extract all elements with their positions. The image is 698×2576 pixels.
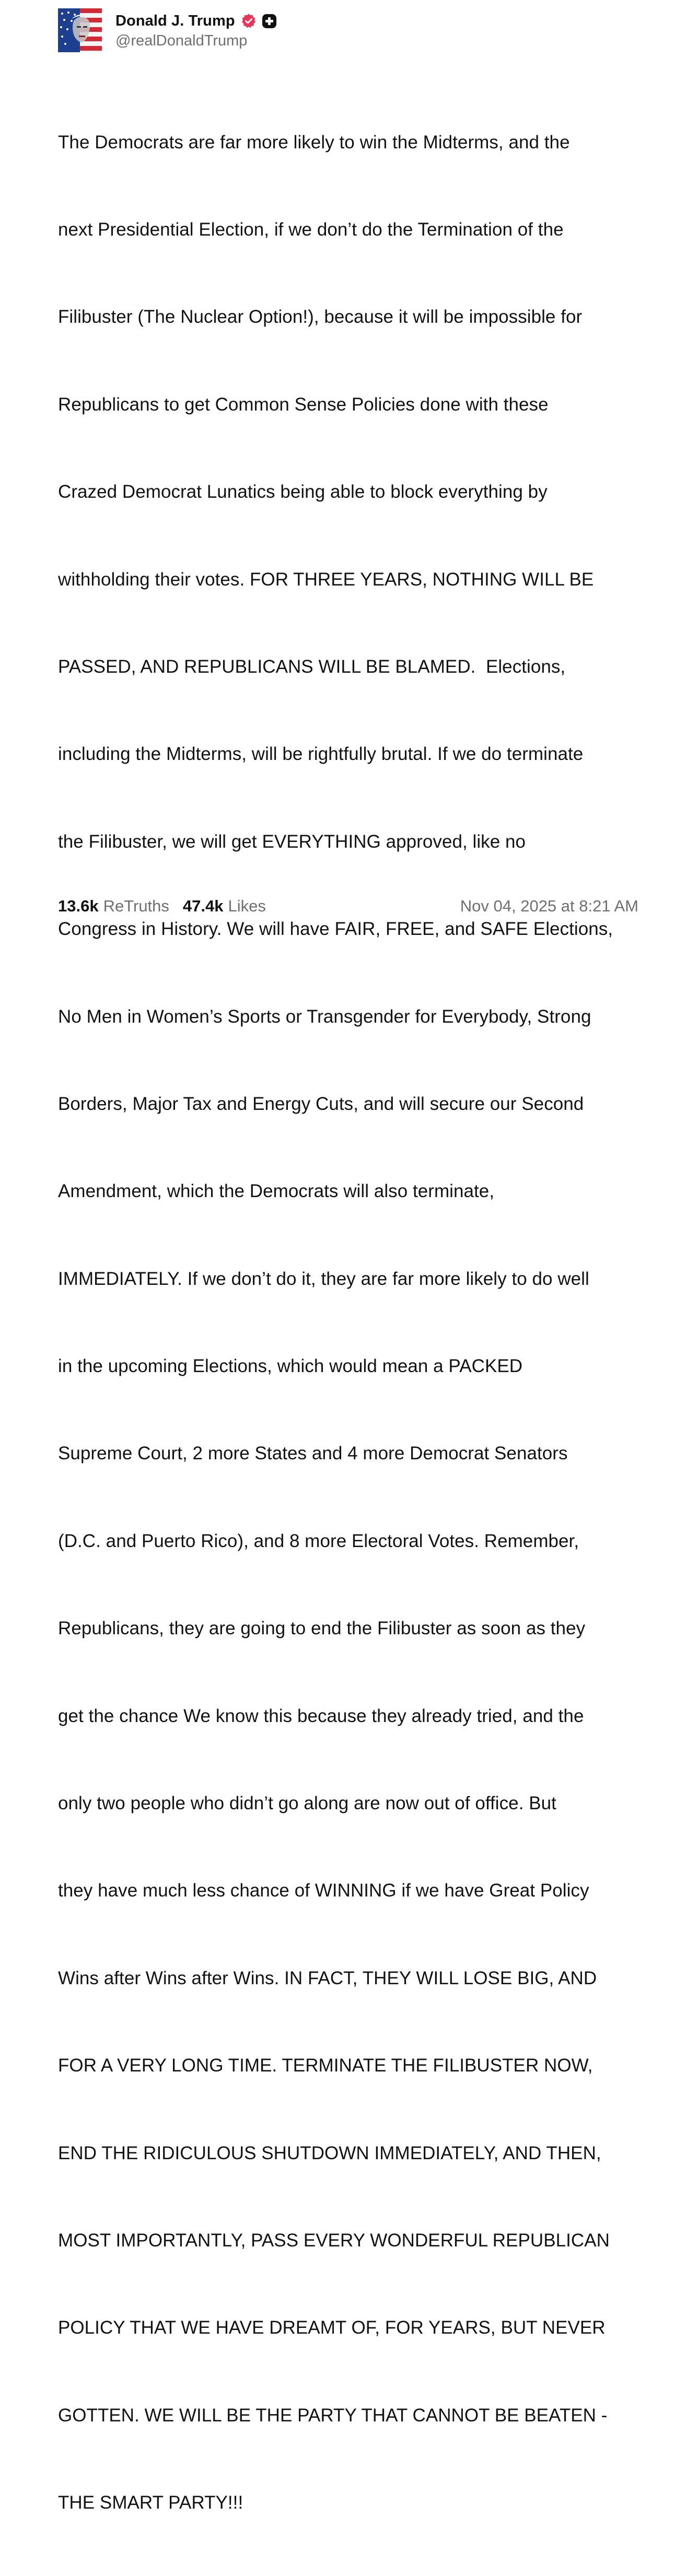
post-text-line: Filibuster (The Nuclear Option!), because it will be impossible for	[58, 307, 583, 327]
user-handle[interactable]: @realDonaldTrump	[115, 32, 248, 49]
post-header	[58, 8, 277, 52]
post-text-line: next Presidential Election, if we don’t do the Termination of the	[58, 219, 564, 240]
author-info	[115, 10, 277, 50]
post-text-line: Republicans to get Common Sense Policies done with these	[58, 394, 549, 415]
post-text-line: END THE RIDICULOUS SHUTDOWN IMMEDIATELY, AND THEN,	[58, 2142, 601, 2163]
post-text-line: POLICY THAT WE HAVE DREAMT OF, FOR YEARS, BUT NEVER	[58, 2317, 606, 2338]
avatar-image	[58, 8, 102, 52]
post-text-line: THE SMART PARTY!!!	[58, 2492, 243, 2513]
post-text-line: Borders, Major Tax and Energy Cuts, and will secure our Second	[58, 1093, 584, 1114]
post-text-line: withholding their votes. FOR THREE YEARS, NOTHING WILL BE	[58, 569, 594, 590]
post-footer	[58, 895, 638, 918]
post-text-line: Crazed Democrat Lunatics being able to block everything by	[58, 482, 548, 502]
display-name[interactable]: Donald J. Trump	[115, 12, 235, 29]
retruths-label: ReTruths	[103, 897, 169, 915]
likes-count: 47.4k	[182, 897, 224, 915]
post-text-line: Congress in History. We will have FAIR, FREE, and SAFE Elections,	[58, 919, 613, 940]
post-text-line: get the chance We know this because they already tried, and the	[58, 1705, 584, 1726]
post-text-line: MOST IMPORTANTLY, PASS EVERY WONDERFUL REPUBLICAN	[58, 2230, 610, 2251]
post-timestamp[interactable]: Nov 04, 2025 at 8:21 AM	[460, 897, 638, 915]
avatar[interactable]	[58, 8, 102, 52]
post-text-line: The Democrats are far more likely to win the Midterms, and the	[58, 132, 570, 153]
post-text-line: Amendment, which the Democrats will also terminate,	[58, 1181, 495, 1202]
retruths-count: 13.6k	[58, 897, 99, 915]
post-text-line: FOR A VERY LONG TIME. TERMINATE THE FILIBUSTER NOW,	[58, 2055, 593, 2076]
post-text-line: (D.C. and Puerto Rico), and 8 more Electoral Votes. Remember,	[58, 1530, 579, 1551]
post-text-line: they have much less chance of WINNING if we have Great Policy	[58, 1880, 589, 1901]
likes-label: Likes	[228, 897, 266, 915]
name-row	[115, 10, 277, 31]
post-text-line: PASSED, AND REPUBLICANS WILL BE BLAMED. Elections,	[58, 656, 566, 677]
post-text-line: Wins after Wins after Wins. IN FACT, THEY WILL LOSE BIG, AND	[58, 1968, 597, 1988]
post-text-line: Republicans, they are going to end the Filibuster as soon as they	[58, 1618, 586, 1639]
post-text-line: in the upcoming Elections, which would mean a PACKED	[58, 1356, 523, 1377]
post-text-line: the Filibuster, we will get EVERYTHING approved, like no	[58, 831, 526, 852]
post-text-line: Supreme Court, 2 more States and 4 more Democrat Senators	[58, 1443, 568, 1464]
retruths-stat[interactable]	[58, 897, 169, 916]
likes-stat[interactable]	[183, 897, 266, 916]
post-text-line: GOTTEN. WE WILL BE THE PARTY THAT CANNOT BE BEATEN -	[58, 2405, 608, 2426]
post-body	[58, 69, 646, 2576]
plus-badge-icon	[262, 14, 277, 29]
post-text-line: including the Midterms, will be rightfully brutal. If we do terminate	[58, 744, 584, 765]
post-text-line: only two people who didn’t go along are now out of office. But	[58, 1793, 556, 1814]
post-text-line: No Men in Women’s Sports or Transgender for Everybody, Strong	[58, 1006, 591, 1027]
post-text-line: IMMEDIATELY. If we don’t do it, they are far more likely to do well	[58, 1268, 589, 1289]
verified-badge-icon	[241, 13, 257, 29]
